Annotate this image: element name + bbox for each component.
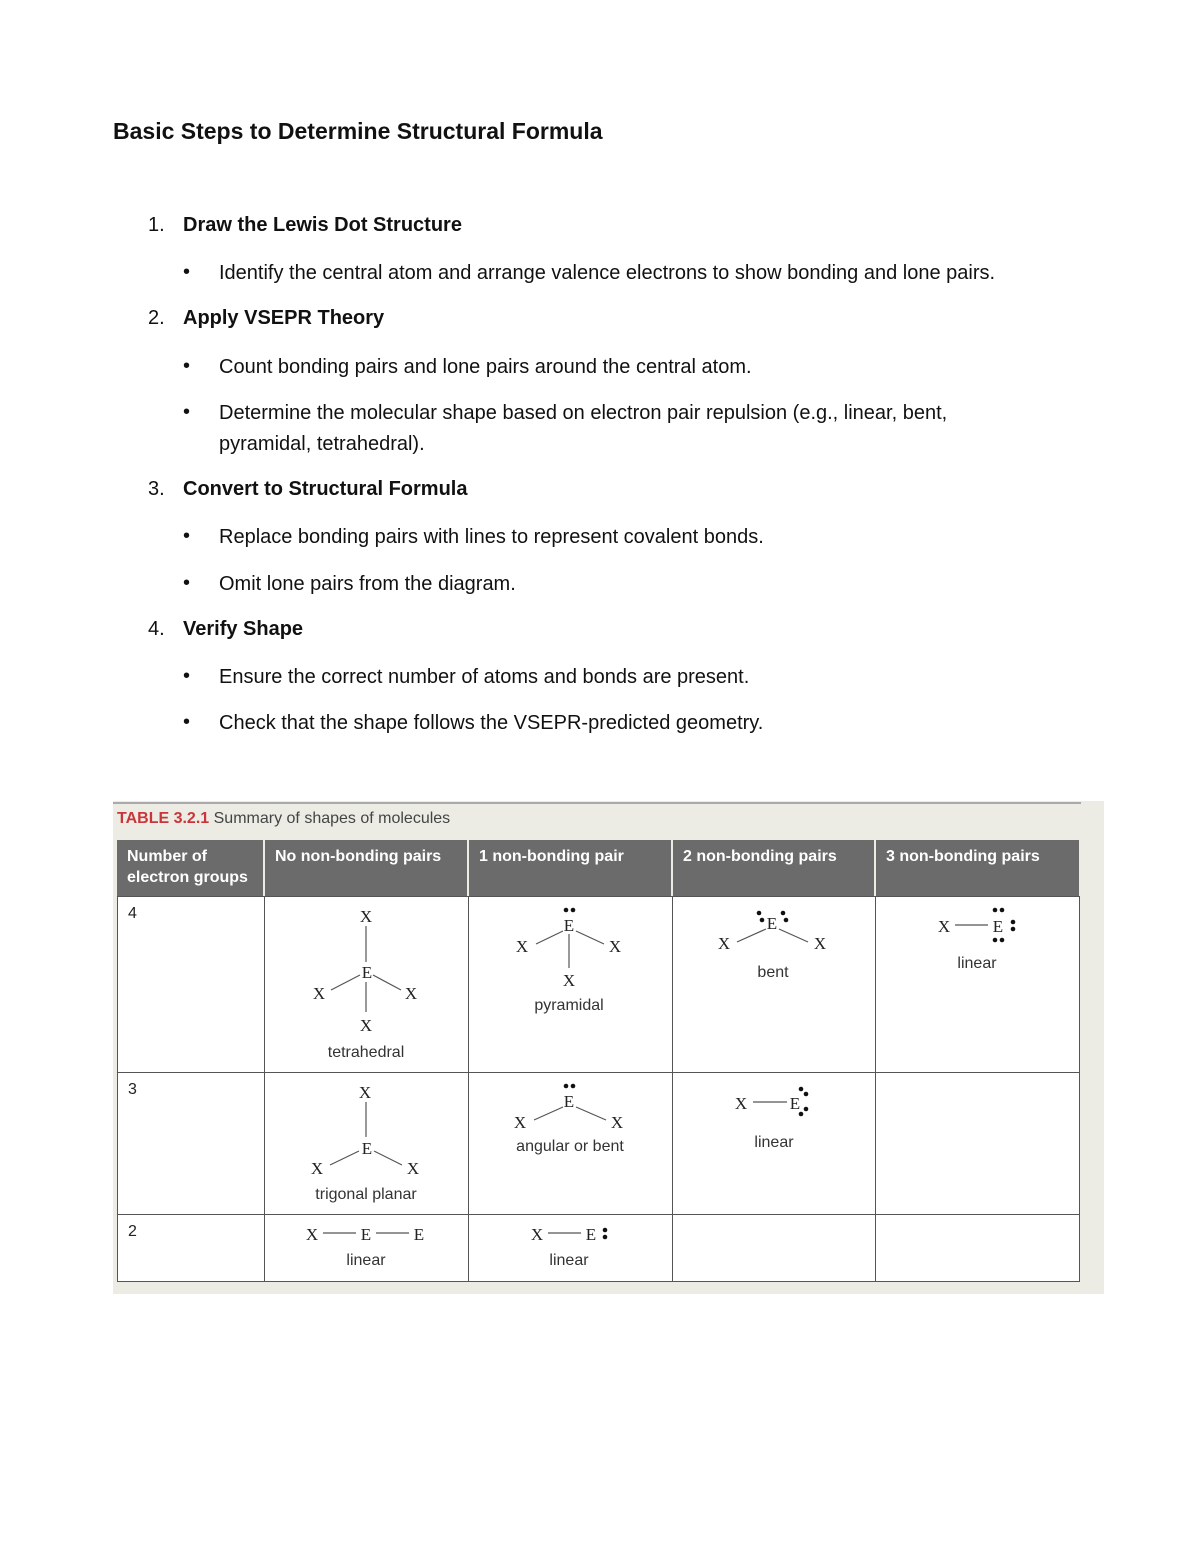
table-header: 1 non-bonding pair (469, 840, 671, 896)
step-bullet: Replace bonding pairs with lines to represent covalent bonds. (219, 526, 764, 548)
atom-x: X (359, 907, 373, 926)
atom-x: X (359, 1016, 373, 1035)
atom-x: X (404, 984, 418, 1003)
step-bullet: Omit lone pairs from the diagram. (219, 573, 516, 595)
atom-x: X (937, 917, 951, 936)
bullet-icon: • (183, 261, 191, 283)
table-header-groups: Number of electron groups (117, 840, 263, 896)
atom-x: X (515, 937, 529, 956)
step-number: 4. (148, 618, 165, 640)
step-heading: Convert to Structural Formula (183, 478, 468, 500)
step-bullet: Ensure the correct number of atoms and bonds are present. (219, 666, 750, 688)
electron-groups-value: 3 (128, 1081, 137, 1098)
bullet-icon: • (183, 665, 191, 687)
atom-x: X (717, 934, 731, 953)
table-header: 3 non-bonding pairs (876, 840, 1079, 896)
step-bullet: Count bonding pairs and lone pairs around the central atom. (219, 356, 752, 378)
shape-label: tetrahedral (327, 1044, 405, 1061)
step-bullet: Identify the central atom and arrange valence electrons to show bonding and lone pairs. (219, 262, 996, 284)
atom-x: X (562, 971, 576, 990)
bond-lines (323, 925, 988, 1233)
electron-groups-value: 4 (128, 905, 137, 922)
atom-e: E (563, 1092, 575, 1111)
page-title: Basic Steps to Determine Structural Formula (113, 118, 603, 144)
atom-x: X (406, 1159, 420, 1178)
atom-x: X (310, 1159, 324, 1178)
atom-x: X (513, 1113, 527, 1132)
atom-e: E (766, 914, 778, 933)
table-caption-text: Summary of shapes of molecules (213, 810, 451, 827)
shape-label: linear (346, 1252, 386, 1269)
step-number: 1. (148, 214, 165, 236)
table-caption-label: TABLE 3.2.1 (117, 810, 210, 827)
atom-e: E (360, 1225, 372, 1244)
step-number: 2. (148, 307, 165, 329)
atom-x: X (734, 1094, 748, 1113)
table-header: 2 non-bonding pairs (673, 840, 874, 896)
shape-labels (312, 955, 997, 1269)
shape-label: bent (757, 964, 789, 981)
atom-e: E (361, 963, 373, 982)
electron-groups-value: 2 (128, 1223, 137, 1240)
atom-e: E (413, 1225, 425, 1244)
shape-label: linear (549, 1252, 589, 1269)
step-number: 3. (148, 478, 165, 500)
bullet-icon: • (183, 525, 191, 547)
step-heading: Draw the Lewis Dot Structure (183, 214, 462, 236)
step-bullet: Determine the molecular shape based on electron pair repulsion (e.g., linear, bent, (219, 402, 948, 424)
shape-label: linear (754, 1134, 794, 1151)
atom-x: X (358, 1083, 372, 1102)
atom-e: E (789, 1094, 801, 1113)
bullet-icon: • (183, 355, 191, 377)
atom-x: X (813, 934, 827, 953)
step-bullet-continued: pyramidal, tetrahedral). (219, 433, 425, 455)
atom-x: X (305, 1225, 319, 1244)
atom-e: E (361, 1139, 373, 1158)
atom-x: X (530, 1225, 544, 1244)
lone-pair-dots (564, 908, 1016, 1240)
step-bullet: Check that the shape follows the VSEPR-predicted geometry. (219, 712, 764, 734)
atom-x: X (610, 1113, 624, 1132)
bullet-icon: • (183, 711, 191, 733)
step-heading: Apply VSEPR Theory (183, 307, 385, 329)
shape-label: angular or bent (516, 1138, 624, 1155)
shape-label: pyramidal (534, 997, 604, 1014)
atom-e: E (992, 917, 1004, 936)
atom-e: E (585, 1225, 597, 1244)
bullet-icon: • (183, 401, 191, 423)
atom-x: X (608, 937, 622, 956)
bullet-icon: • (183, 572, 191, 594)
atom-x: X (312, 984, 326, 1003)
shape-label: linear (957, 955, 997, 972)
shape-label: trigonal planar (315, 1186, 417, 1203)
atom-e: E (563, 916, 575, 935)
step-heading: Verify Shape (183, 618, 304, 640)
table-header: No non-bonding pairs (265, 840, 467, 896)
